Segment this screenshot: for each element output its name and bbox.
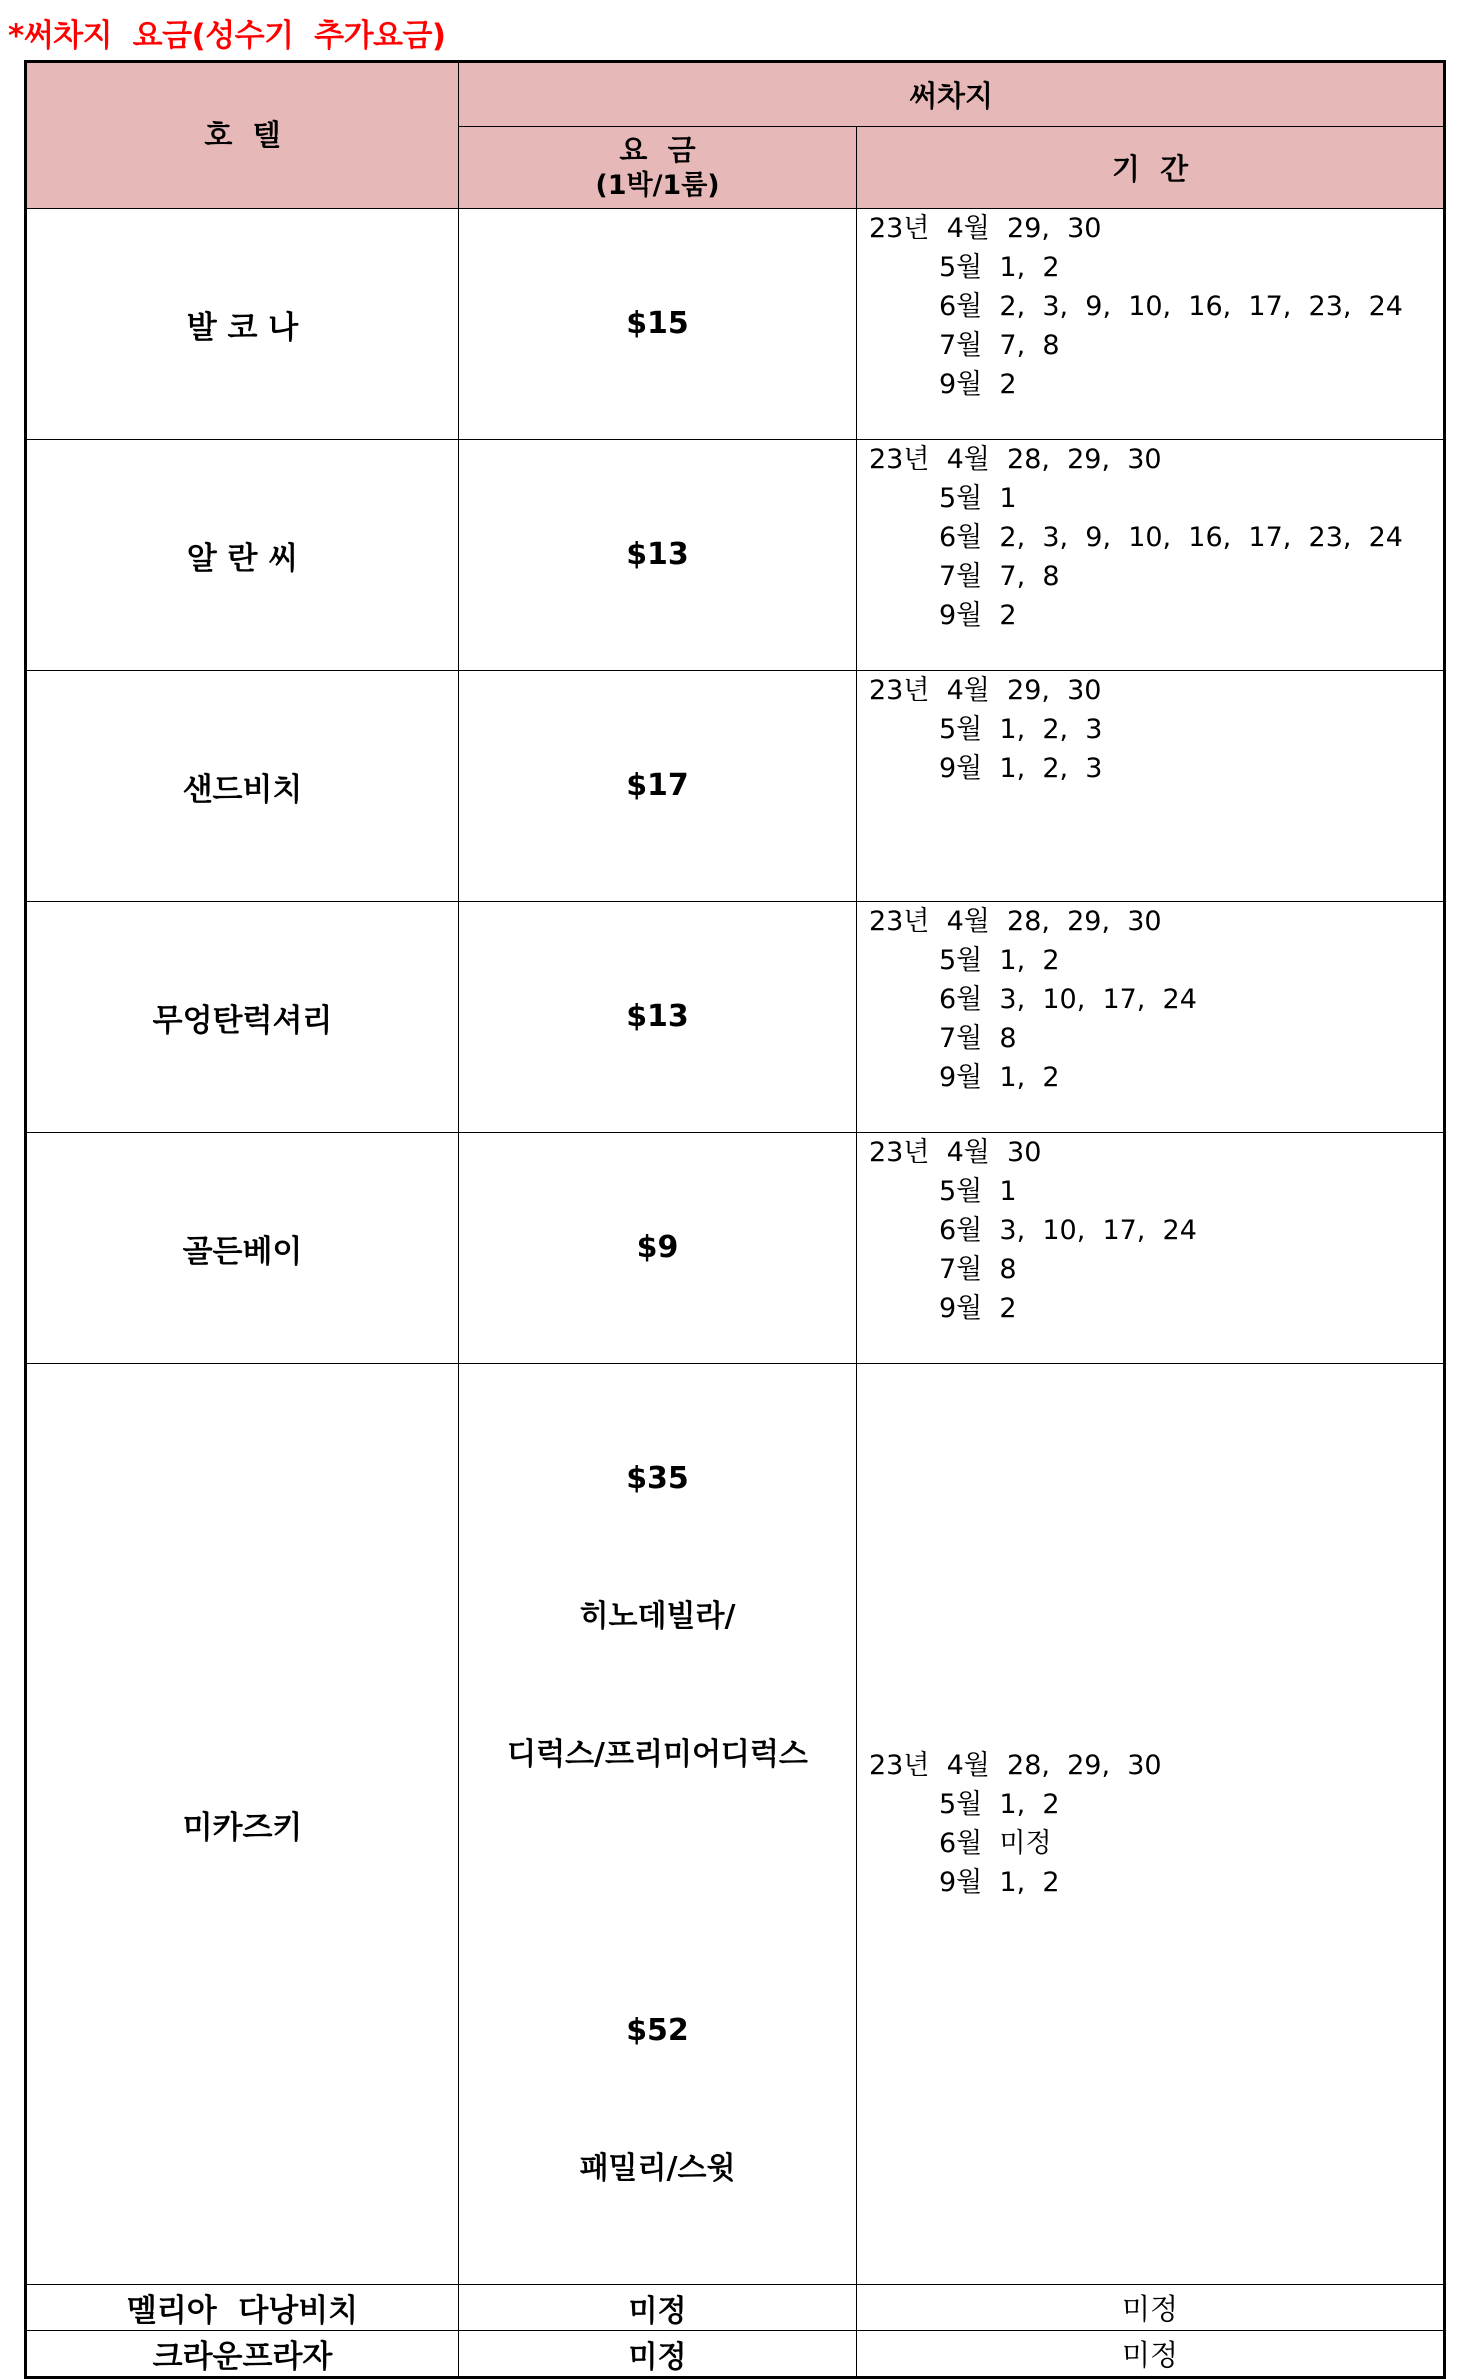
header-hotel-label: 호 텔 [204,117,281,152]
period-line: 7월 8 [939,1254,1017,1285]
period-line: 23년 4월 29, 30 [869,213,1102,244]
price-cell [459,440,857,671]
price-line: $52 [626,2013,689,2048]
period-line: 5월 1 [939,1176,1017,1207]
price-line: 패밀리/스윗 [579,2151,736,2186]
page-title: *써차지 요금(성수기 추가요금) [8,18,446,54]
period-line: 7월 8 [939,1023,1017,1054]
price-line [459,1870,856,1916]
period-cell [857,902,1445,1133]
period-cell [857,209,1445,440]
period-line: 6월 3, 10, 17, 24 [939,984,1197,1015]
header-rate-label: 요 금 [619,132,696,167]
table-row [26,2285,1445,2331]
header-surcharge-label: 써차지 [908,79,994,113]
period-line: 7월 7, 8 [939,330,1060,361]
period-cell [857,440,1445,671]
table-row [26,902,1445,1133]
period-line: 9월 1, 2, 3 [939,753,1103,784]
period-line: 5월 1 [939,483,1017,514]
price-cell [459,1133,857,1364]
price-line: 디럭스/프리미어디럭스 [507,1737,808,1772]
table-row [26,1364,1445,2285]
period-cell [857,1133,1445,1364]
period-line: 23년 4월 29, 30 [869,675,1102,706]
price-cell [459,671,857,902]
period-line: 9월 2 [939,600,1017,631]
price-line: $17 [626,768,689,803]
header-period-label: 기 간 [1111,152,1189,186]
period-line: 9월 1, 2 [939,1867,1060,1898]
price-line: 히노데빌라/ [579,1599,736,1634]
hotel-name: 무엉탄럭셔리 [26,902,459,1133]
price-cell [459,1364,857,2285]
price-line: $13 [626,999,689,1034]
header-rate [459,127,857,209]
period-line: 5월 1, 2, 3 [939,714,1103,745]
hotel-name: 골든베이 [26,1133,459,1364]
price-line: $13 [626,537,689,572]
header-surcharge [459,62,1445,127]
header-rate-sub: (1박/1룸) [595,169,720,201]
period-line: 9월 1, 2 [939,1062,1060,1093]
header-period [857,127,1445,209]
period-line: 9월 2 [939,1293,1017,1324]
period-line: 5월 1, 2 [939,945,1060,976]
period-line: 6월 2, 3, 9, 10, 16, 17, 23, 24 [939,522,1403,553]
period-line: 5월 1, 2 [939,1789,1060,1820]
period-line: 5월 1, 2 [939,252,1060,283]
period-line: 6월 2, 3, 9, 10, 16, 17, 23, 24 [939,291,1403,322]
hotel-name: 알 란 씨 [26,440,459,671]
table-row [26,209,1445,440]
price-cell [459,902,857,1133]
hotel-name: 샌드비치 [26,671,459,902]
surcharge-table [24,60,1446,2379]
period-cell: 미정 [857,2331,1445,2378]
period-line: 6월 3, 10, 17, 24 [939,1215,1197,1246]
price-line: $15 [626,306,689,341]
period-line: 23년 4월 30 [869,1137,1042,1168]
period-line: 7월 7, 8 [939,561,1060,592]
period-line: 6월 미정 [939,1828,1052,1859]
period-cell [857,1364,1445,2285]
period-line: 23년 4월 28, 29, 30 [869,444,1162,475]
hotel-name: 멜리아 다낭비치 [26,2285,459,2331]
price-cell: 미정 [459,2285,857,2331]
period-line: 23년 4월 28, 29, 30 [869,906,1162,937]
table-row [26,440,1445,671]
table-row [26,671,1445,902]
price-cell [459,209,857,440]
price-line: $35 [626,1461,689,1496]
header-hotel [26,62,459,209]
table-row [26,1133,1445,1364]
hotel-name: 크라운프라자 [26,2331,459,2378]
table-row [26,2331,1445,2378]
period-cell: 미정 [857,2285,1445,2331]
period-line: 23년 4월 28, 29, 30 [869,1750,1162,1781]
period-cell [857,671,1445,902]
period-line: 9월 2 [939,369,1017,400]
hotel-name: 발 코 나 [26,209,459,440]
price-line: $9 [636,1230,679,1265]
price-cell: 미정 [459,2331,857,2378]
hotel-name: 미카즈키 [26,1364,459,2285]
